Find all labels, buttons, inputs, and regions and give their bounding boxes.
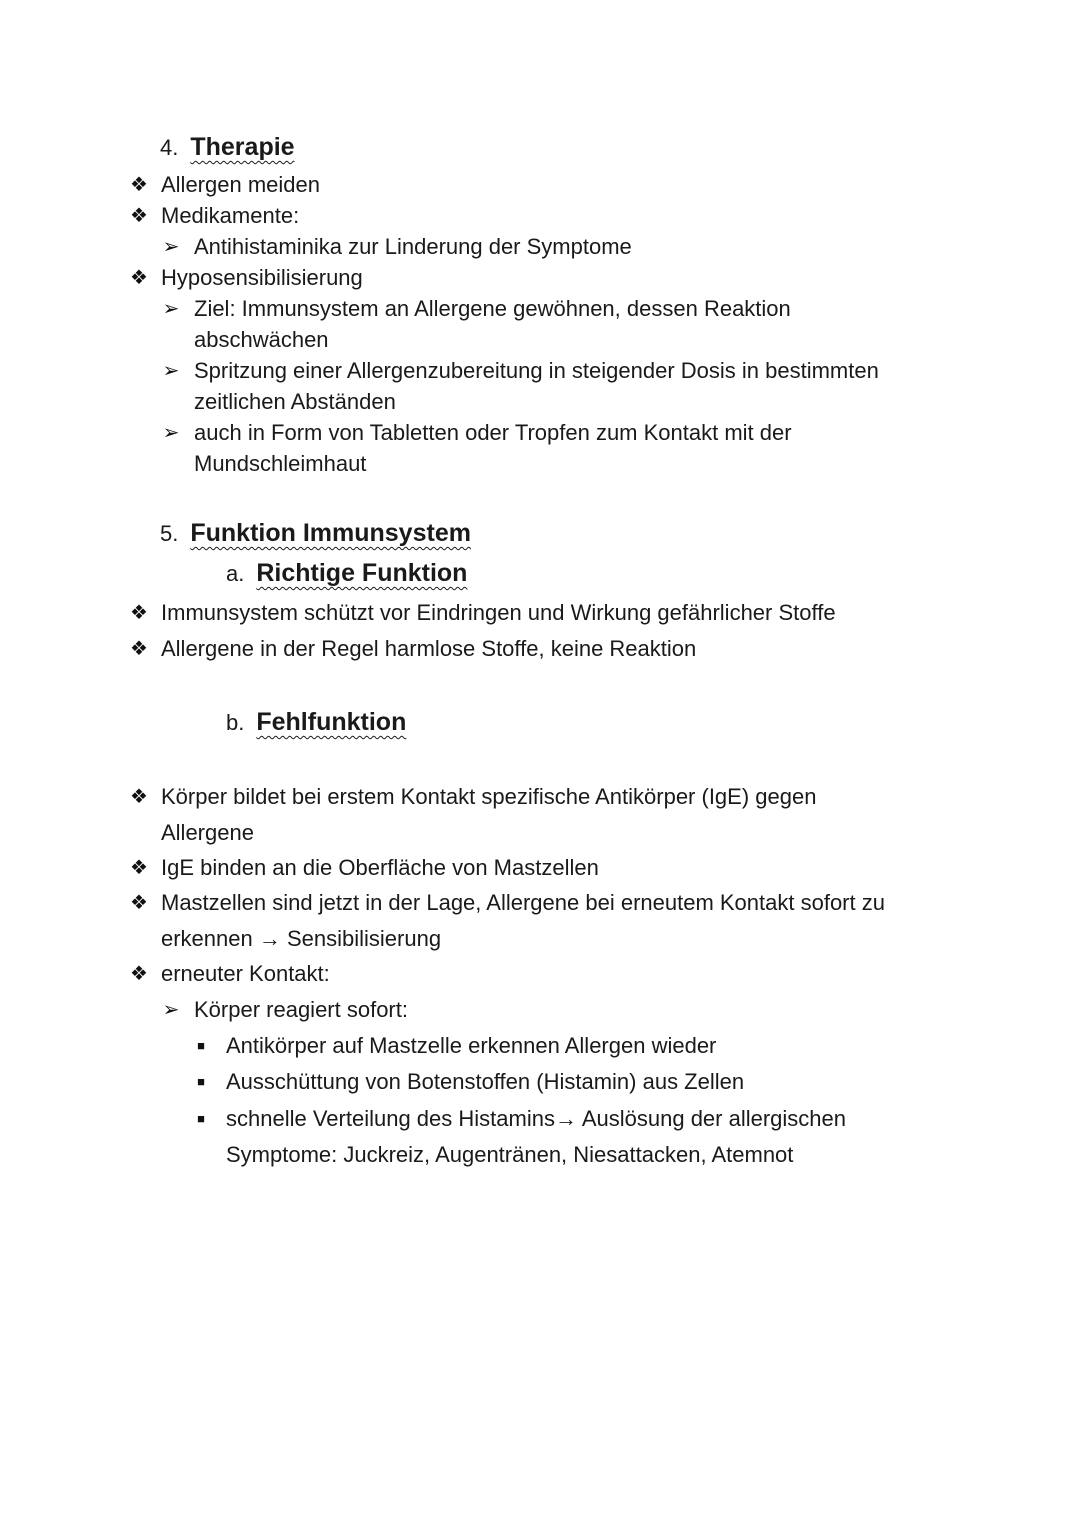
section-heading-therapie: [160, 131, 295, 164]
list-item: Antihistaminika zur Linderung der Symptome: [194, 234, 632, 259]
list-item-continuation: erkennen → Sensibilisierung: [161, 926, 442, 951]
subsection-title: Richtige Funktion: [256, 559, 468, 587]
section-number: 4.: [160, 135, 179, 160]
arrowhead-bullet-icon: ➢: [162, 999, 180, 1021]
arrowhead-bullet-icon: ➢: [162, 360, 180, 382]
section-title: Therapie: [190, 133, 295, 161]
list-item: Ziel: Immunsystem an Allergene gewöhnen, dessen Reaktion: [194, 296, 791, 321]
list-item: Mastzellen sind jetzt in der Lage, Allergene bei erneutem Kontakt sofort zu: [161, 890, 885, 915]
list-item: schnelle Verteilung des Histamins→ Auslösung der allergischen: [226, 1106, 847, 1131]
diamond-bullet-icon: ❖: [130, 205, 148, 227]
section-title: Funktion Immunsystem: [190, 519, 471, 547]
list-item: Allergen meiden: [161, 172, 320, 197]
diamond-bullet-icon: ❖: [130, 857, 148, 879]
subsection-title: Fehlfunktion: [256, 708, 407, 736]
list-item: Medikamente:: [161, 203, 300, 228]
list-item: erneuter Kontakt:: [161, 961, 330, 986]
section-number: 5.: [160, 521, 179, 546]
subsection-heading-fehl: [226, 706, 406, 739]
section-heading-funktion: [160, 517, 471, 550]
list-item: auch in Form von Tabletten oder Tropfen zum Kontakt mit der: [194, 420, 792, 445]
diamond-bullet-icon: ❖: [130, 963, 148, 985]
list-item-continuation: Symptome: Juckreiz, Augentränen, Niesattacken, Atemnot: [226, 1142, 794, 1167]
list-item: Immunsystem schützt vor Eindringen und Wirkung gefährlicher Stoffe: [161, 600, 836, 625]
diamond-bullet-icon: ❖: [130, 174, 148, 196]
list-item-continuation: abschwächen: [194, 327, 329, 352]
list-item: Körper bildet bei erstem Kontakt spezifische Antikörper (IgE) gegen: [161, 784, 817, 809]
diamond-bullet-icon: ❖: [130, 602, 148, 624]
list-item: Hyposensibilisierung: [161, 265, 363, 290]
arrowhead-bullet-icon: ➢: [162, 236, 180, 258]
list-item: Spritzung einer Allergenzubereitung in steigender Dosis in bestimmten: [194, 358, 879, 383]
subsection-letter: a.: [226, 561, 245, 586]
arrowhead-bullet-icon: ➢: [162, 298, 180, 320]
list-item: Antikörper auf Mastzelle erkennen Allergen wieder: [226, 1033, 717, 1058]
list-item: Allergene in der Regel harmlose Stoffe, keine Reaktion: [161, 636, 697, 661]
list-item: Körper reagiert sofort:: [194, 997, 408, 1022]
square-bullet-icon: ■: [197, 1074, 205, 1089]
list-item-continuation: Mundschleimhaut: [194, 451, 367, 476]
list-item-continuation: zeitlichen Abständen: [194, 389, 396, 414]
arrowhead-bullet-icon: ➢: [162, 422, 180, 444]
diamond-bullet-icon: ❖: [130, 267, 148, 289]
square-bullet-icon: ■: [197, 1038, 205, 1053]
subsection-heading-richtig: [226, 557, 467, 590]
list-item: Ausschüttung von Botenstoffen (Histamin) aus Zellen: [226, 1069, 745, 1094]
diamond-bullet-icon: ❖: [130, 638, 148, 660]
diamond-bullet-icon: ❖: [130, 892, 148, 914]
list-item: IgE binden an die Oberfläche von Mastzellen: [161, 855, 599, 880]
diamond-bullet-icon: ❖: [130, 786, 148, 808]
subsection-letter: b.: [226, 710, 245, 735]
list-item-continuation: Allergene: [161, 820, 254, 845]
square-bullet-icon: ■: [197, 1111, 205, 1126]
